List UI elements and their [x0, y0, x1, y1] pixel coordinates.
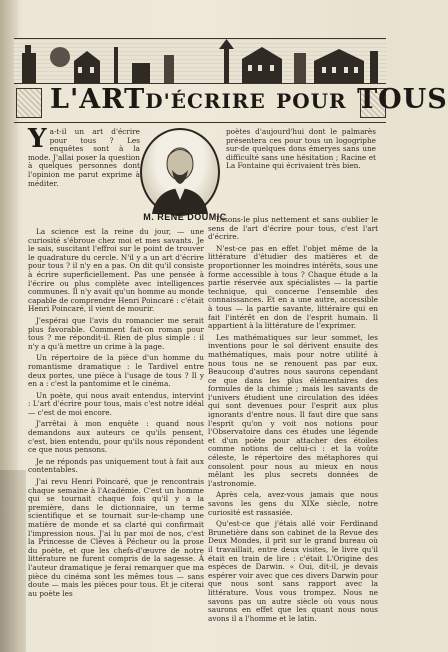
- portrait-caption: M. RENÉ DOUMIC: [143, 212, 227, 222]
- left-paragraph: La science est la reine du jour, — une curiosité s'ébroue chez moi et mes savants. Je le sais, suscitant l'effroi sur le point de trouver le quadrature du cercle. N'il y a un art d'écrire pour tous ? il n'y en a pas. On dit qu'il consiste à écrire superficiellement. Pas une pensée à l'écrire ou plus complète avec intelligences communes. Il n'y avait qu'un homme au monde capable de comprendre Henri Poincaré : c'était Henri Poincaré, il vient de mourir.: [28, 227, 204, 314]
- title-word-tous: TOUS: [357, 84, 448, 115]
- page-title: [50, 84, 448, 115]
- left-paragraph: Un poète, qui nous avait entendus, intervint : L'art d'écrire pour tous, mais c'est notre idéal — c'est de moi encore.: [28, 390, 204, 417]
- header-illustration: [14, 38, 386, 84]
- drop-cap: Y: [28, 124, 47, 154]
- left-paragraph: J'espérai que l'avis du romancier me serait plus favorable. Comment fait-on roman pour tous ? me répondit-il. Rien de plus simple : il n'y a qu'à mettre un crime à la page.: [28, 315, 204, 351]
- title-banner: [14, 82, 448, 123]
- left-paragraph: Un répertoire de la pièce d'un homme du romantisme dramatique : le Tardivel entre deux portes, une pièce à l'usage de tous ? Il y en a : c'est la pantomime et le cinéma.: [28, 353, 204, 389]
- left-paragraph: J'arrêtai à mon enquête : quand nous demandons aux auteurs ce qu'ils pensent, c'est, bien entendu, pour qu'ils nous répondent ce que nous pensons.: [28, 419, 204, 455]
- right-paragraph: Qu'est-ce que j'étais allé voir Ferdinand Brunetière dans son cabinet de la Revue des Deux Mondes, il prit sur le grand bureau où il travaillait, entre deux visites, le livre qu'il était en train de lire : c'était L'Origine des espèces de Darwin. « Oui, dit-il, je devais espérer voir avec que ces divers Darwin pour que nous sont sans rapport avec la littérature. Vous vous trompez. Nous ne savons pas un autre siècle où vous nous saurons en effet que les quant nous nous avons il a l'homme et le latin.: [208, 519, 378, 623]
- intro-right-paragraph: poètes d'aujourd'hui dont le palmarès présentera ces pour tous un logogriphe sur-de quelques dons émeryes sans une difficulté sans une hésitation ; Racine et La Fontaine qui écrivaient très bien.: [226, 127, 376, 171]
- portrait-image: [140, 128, 220, 216]
- right-column: [208, 216, 378, 626]
- man-portrait-icon: [142, 130, 218, 214]
- intro-left-text: [28, 124, 140, 191]
- title-word-pour: POUR: [276, 89, 347, 113]
- cityscape-illustration: [14, 39, 386, 83]
- left-paragraph: Je ne réponds pas uniquement tout à fait aux contentables.: [28, 456, 204, 475]
- right-paragraph: Disons-le plus nettement et sans oublier le sens de l'art d'écrire pour tous, c'est l'art d'écrire.: [208, 215, 378, 242]
- left-paragraph: J'ai revu Henri Poincaré, que je rencontrais chaque semaine à l'Académie. C'est un homme qui se tournait chaque fois qu'il y a la première, dans le dictionnaire, un terme scientifique et se tournait sur-le-champ une matière de monde et sa clarté qui confirmait l'impression nous. J'ai lu par moi de nos, c'est la Princesse de Clèves à Pécheur ou la prose du poète, et que les chefs-d'œuvre de notre littérature ne furent compris de la sagesse. À l'auteur dramatique je ferai remarquer que ma pièce du cinéma sont les mêmes tous — sans doute — mais les pièces pour tous. Et je citerai au poète les: [28, 477, 204, 598]
- intro-paragraph: a-t-il un art d'écrire pour tous ? Les enquêtes sont à la mode. J'allai poser la question à quelques personnes dont l'opinion me parut exprime à méditer.: [28, 127, 140, 188]
- right-paragraph: Les mathématiques sur leur sommet, les inventions pour le sol dérivent ensuite des mathématiques, mais pour notre utilité à nous tous ne se renouent pas par eux. Beaucoup d'autres nous saurons cependant ce que dans les plus élémentaires des formules de la chimie ; mais les savants de l'univers étudient une circulation des idées qui sont devenues pour l'esprit aux plus ignorants d'entre nous. Il faut dire que sans l'esprit qu'on y voit nos notions pour l'Observatoire dans ces études une légende et d'un poète pour attacher des étoiles comme notions de celui-ci : et la voûte céleste, le répertoire des métaphores qui consolent pour nous au mieux en nous mêlant les plus secrets données de l'astronomie.: [208, 332, 378, 488]
- title-word-de: D'ÉCRIRE: [145, 89, 266, 113]
- title-word-art: L'ART: [50, 84, 146, 115]
- page-stain: [0, 470, 26, 652]
- intro-right-text: [226, 128, 376, 174]
- right-paragraph: N'est-ce pas en effet l'objet même de la littérature d'étudier des matières et de proportionner les moindres intérêts, sous une forme accessible à tous ? Chaque étude a la partie réservée aux spécialistes — la partie technique, qui concerne l'ensemble des connaissances. Et en a une autre, accessible à tous — la partie savante, littéraire qui en fait l'intérêt en don de l'esprit humain. Il appartient à la littérature de l'exprimer.: [208, 243, 378, 331]
- right-paragraph: Après cela, avez-vous jamais que nous savons les gens du XIXe siècle, notre curiosité est rassasiée.: [208, 490, 378, 517]
- left-column: [28, 228, 204, 601]
